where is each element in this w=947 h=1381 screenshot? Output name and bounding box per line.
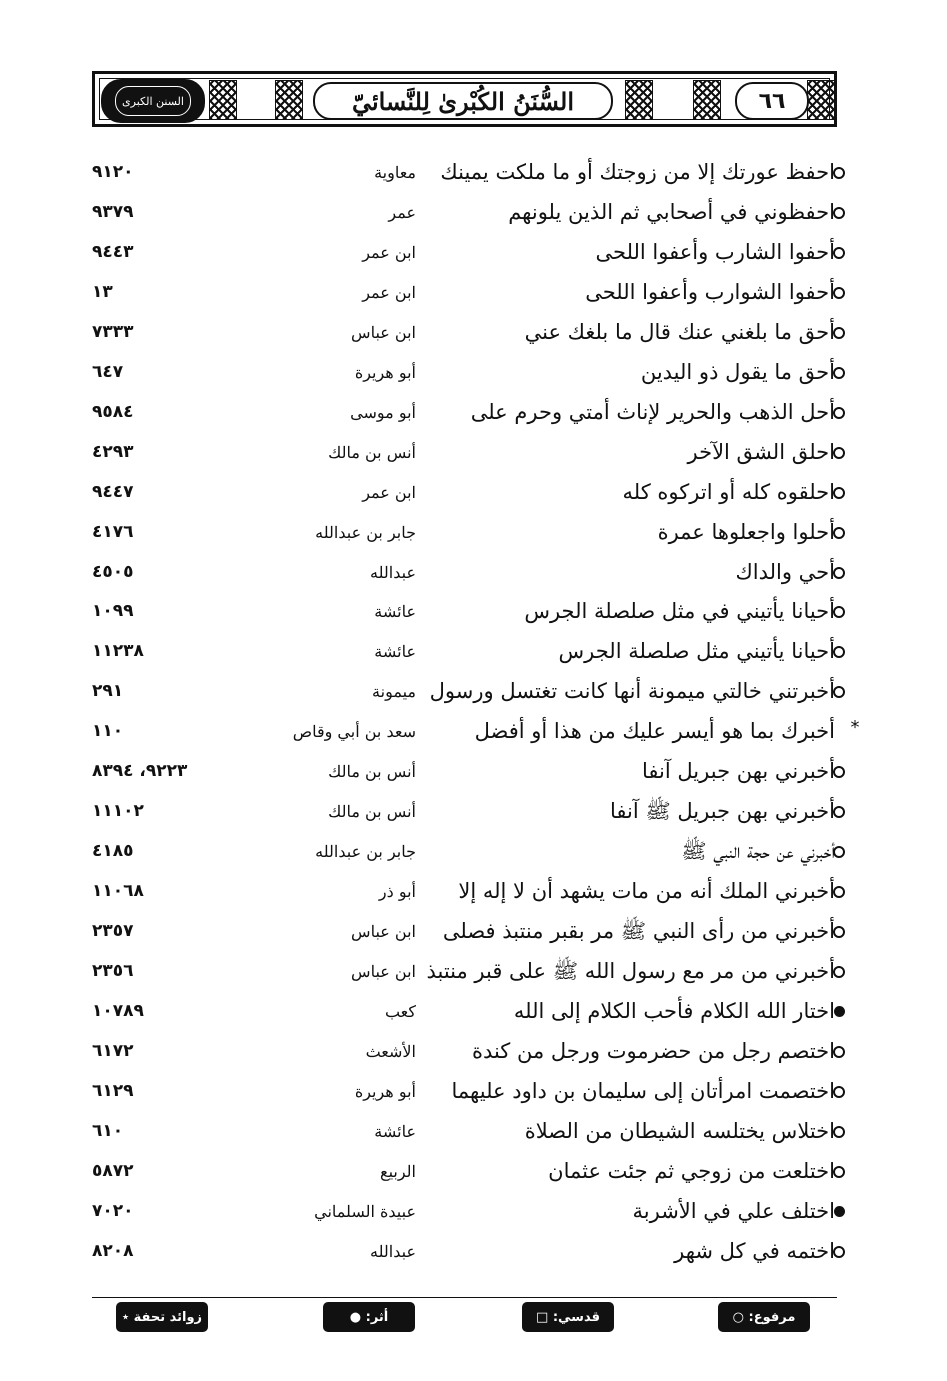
hadith-number: ٥٨٧٢	[92, 1160, 134, 1181]
hadith-number: ١١٢٣٨	[92, 641, 144, 662]
hadith-text: أخبرني من مر مع رسول الله ﷺ على قبر منتبذ	[426, 959, 835, 983]
narrator-name: ابن عباس	[351, 922, 416, 942]
list-item	[0, 1031, 947, 1071]
narrator-name: الربيع	[380, 1161, 416, 1181]
list-item	[0, 472, 947, 512]
hadith-text: احلقوه كله أو اتركوه كله	[622, 479, 835, 504]
hadith-text: أحفوا الشوارب وأعفوا اللحى	[585, 279, 835, 304]
hadith-text: اختصمت امرأتان إلى سليمان بن داود عليهما	[451, 1078, 835, 1103]
hadith-text: أحي والداك	[735, 559, 835, 584]
hadith-number: ٩٥٨٤	[92, 401, 134, 422]
hadith-text: احفظوني في أصحابي ثم الذين يلونهم	[508, 199, 835, 224]
hadith-number: ١٠٩٩	[92, 601, 134, 622]
narrator-name: أبو موسى	[350, 402, 416, 422]
legend-marfu: مرفوع: ○	[718, 1302, 810, 1332]
hadith-number: ١٠٧٨٩	[92, 1000, 144, 1021]
hadith-number: ١١١٠٢	[92, 801, 144, 822]
narrator-name: عبدالله	[370, 1241, 416, 1261]
hadith-number: ٤٢٩٣	[92, 441, 134, 462]
list-item	[0, 392, 947, 432]
list-item	[0, 831, 947, 871]
hadith-text: اختار الله الكلام فأحب الكلام إلى الله	[513, 998, 835, 1023]
hadith-text: اختلعت من زوجي ثم جئت عثمان	[548, 1158, 835, 1183]
book-logo	[101, 79, 205, 123]
hadith-number: ٧٠٢٠	[92, 1200, 134, 1221]
ornament-icon	[209, 80, 237, 120]
narrator-name: معاوية	[374, 163, 416, 182]
narrator-name: ابن عباس	[351, 322, 416, 342]
ornament-icon	[625, 80, 653, 120]
narrator-name: ابن عمر	[362, 242, 416, 262]
hadith-text: أحيانا يأتيني في مثل صلصلة الجرس	[524, 599, 835, 624]
hadith-text: أحيانا يأتيني مثل صلصلة الجرس	[558, 639, 835, 664]
list-item	[0, 232, 947, 272]
hadith-number: ١١٠	[92, 721, 124, 742]
list-item	[0, 432, 947, 472]
list-item	[0, 552, 947, 592]
hadith-text: أحق ما بلغني عنك قال ما بلغك عني	[524, 319, 835, 344]
page-number: ٦٦	[758, 88, 786, 114]
hadith-text: أحفوا الشارب وأعفوا اللحى	[595, 239, 835, 264]
hadith-number: ٦١٢٩	[92, 1080, 134, 1101]
hadith-number: ٩٤٤٣	[92, 241, 134, 262]
hadith-number: ٤٥٠٥	[92, 561, 134, 582]
list-item	[0, 1111, 947, 1151]
hadith-number: ٤١٧٦	[92, 521, 134, 542]
narrator-name: عائشة	[374, 642, 416, 662]
narrator-name: كعب	[384, 1001, 416, 1021]
narrator-name: أنس بن مالك	[328, 802, 416, 822]
hadith-number: ٢٣٥٧	[92, 921, 134, 942]
narrator-name: عائشة	[374, 1121, 416, 1141]
hadith-number: ٦١٠	[92, 1120, 124, 1141]
ornament-icon	[807, 80, 835, 120]
narrator-name: جابر بن عبدالله	[315, 842, 416, 862]
hadith-text: أحل الذهب والحرير لإناث أمتي وحرم على	[470, 399, 835, 424]
hadith-text: أخبرني من رأى النبي ﷺ مر بقبر منتبذ فصلى	[442, 919, 835, 944]
list-item	[0, 711, 947, 751]
list-item	[0, 871, 947, 911]
list-item	[0, 791, 947, 831]
narrator-name: عائشة	[374, 602, 416, 622]
hadith-text: أخبرني بهن جبريل ﷺ آنفا	[609, 799, 835, 824]
list-item	[0, 1151, 947, 1191]
list-item	[0, 631, 947, 671]
narrator-name: ميمونة	[372, 682, 416, 702]
narrator-name: سعد بن أبي وقاص	[292, 722, 416, 742]
list-item	[0, 1191, 947, 1231]
hadith-number: ٢٩١	[92, 681, 124, 702]
hadith-text: أخبرتني خالتي ميمونة أنها كانت تغتسل ورسول	[429, 679, 835, 704]
narrator-name: ابن عباس	[351, 962, 416, 981]
hadith-number: ٤١٨٥	[92, 841, 134, 862]
hadith-text: أخبرني بهن جبريل آنفا	[642, 759, 835, 784]
hadith-number: ٦٤٧	[92, 361, 124, 382]
legend-qudsi: قدسي: □	[522, 1302, 614, 1332]
hadith-text: اختلاس يختلسه الشيطان من الصلاة	[524, 1118, 835, 1143]
hadith-text: اختمه في كل شهر	[674, 1238, 835, 1263]
hadith-number: ٩١٢٠	[92, 162, 134, 182]
hadith-number: ٩٢٢٣، ٨٣٩٤	[92, 761, 188, 782]
book-title: السُّنَنُ الكُبْرىٰ لِلنَّسائيّ	[351, 86, 575, 116]
narrator-name: جابر بن عبدالله	[315, 522, 416, 542]
narrator-name: أبو هريرة	[354, 1081, 416, 1101]
book-logo-text: السنن الكبرى	[115, 86, 191, 116]
narrator-name: عبيدة السلماني	[314, 1201, 416, 1221]
hadith-number: ٨٢٠٨	[92, 1240, 134, 1261]
athar-marker-icon	[834, 1006, 845, 1017]
hadith-text: اختصم رجل من حضرموت ورجل من كندة	[471, 1038, 835, 1063]
list-item	[0, 951, 947, 991]
hadith-number: ١١٠٦٨	[92, 881, 144, 902]
hadith-text: أخبرني عن حجة النبي ﷺ	[681, 839, 835, 864]
hadith-text: احفظ عورتك إلا من زوجتك أو ما ملكت يمينك	[440, 160, 835, 184]
hadith-number: ٧٣٣٣	[92, 321, 134, 342]
list-item	[0, 1231, 947, 1271]
legend-athar: أثر: ●	[323, 1302, 415, 1332]
hadith-text: أحق ما يقول ذو اليدين	[640, 359, 835, 384]
athar-marker-icon	[834, 1206, 845, 1217]
hadith-text: أحلوا واجعلوها عمرة	[657, 519, 835, 544]
ornament-icon	[693, 80, 721, 120]
narrator-name: عبدالله	[370, 562, 416, 582]
hadith-text: احلق الشق الآخر	[687, 439, 835, 464]
legend-zawaid: زوائد تحفة ٭	[116, 1302, 208, 1332]
hadith-text: اختلف علي في الأشربة	[632, 1198, 835, 1223]
hadith-number: ٩٣٧٩	[92, 201, 134, 222]
footer-divider	[92, 1297, 837, 1298]
list-item	[0, 991, 947, 1031]
list-item	[0, 1071, 947, 1111]
narrator-name: ابن عمر	[362, 282, 416, 302]
narrator-name: أنس بن مالك	[328, 442, 416, 462]
hadith-number: ١٣	[92, 281, 113, 302]
narrator-name: الأشعث	[365, 1041, 416, 1061]
list-item	[0, 152, 947, 192]
list-item	[0, 671, 947, 711]
list-item	[0, 751, 947, 791]
hadith-number: ٦١٧٢	[92, 1040, 134, 1061]
list-item	[0, 272, 947, 312]
list-item	[0, 512, 947, 552]
hadith-text: أخبرك بما هو أيسر عليك من هذا أو أفضل	[474, 719, 835, 744]
narrator-name: أنس بن مالك	[328, 762, 416, 782]
page-header	[92, 71, 837, 127]
hadith-text: أخبرني الملك أنه من مات يشهد أن لا إله إلا	[458, 879, 835, 904]
title-frame	[313, 82, 613, 120]
list-item	[0, 911, 947, 951]
legend	[92, 1302, 837, 1334]
hadith-number: ٩٤٤٧	[92, 481, 134, 502]
hadith-number: ٢٣٥٦	[92, 961, 134, 981]
zawaid-marker-icon: *	[850, 717, 860, 739]
ornament-icon	[275, 80, 303, 120]
narrator-name: أبو هريرة	[354, 362, 416, 382]
list-item	[0, 591, 947, 631]
list-item	[0, 312, 947, 352]
narrator-name: عمر	[388, 202, 416, 222]
list-item	[0, 352, 947, 392]
page-number-frame	[735, 82, 809, 120]
narrator-name: أبو ذر	[378, 882, 416, 902]
list-item	[0, 192, 947, 232]
narrator-name: ابن عمر	[362, 482, 416, 502]
